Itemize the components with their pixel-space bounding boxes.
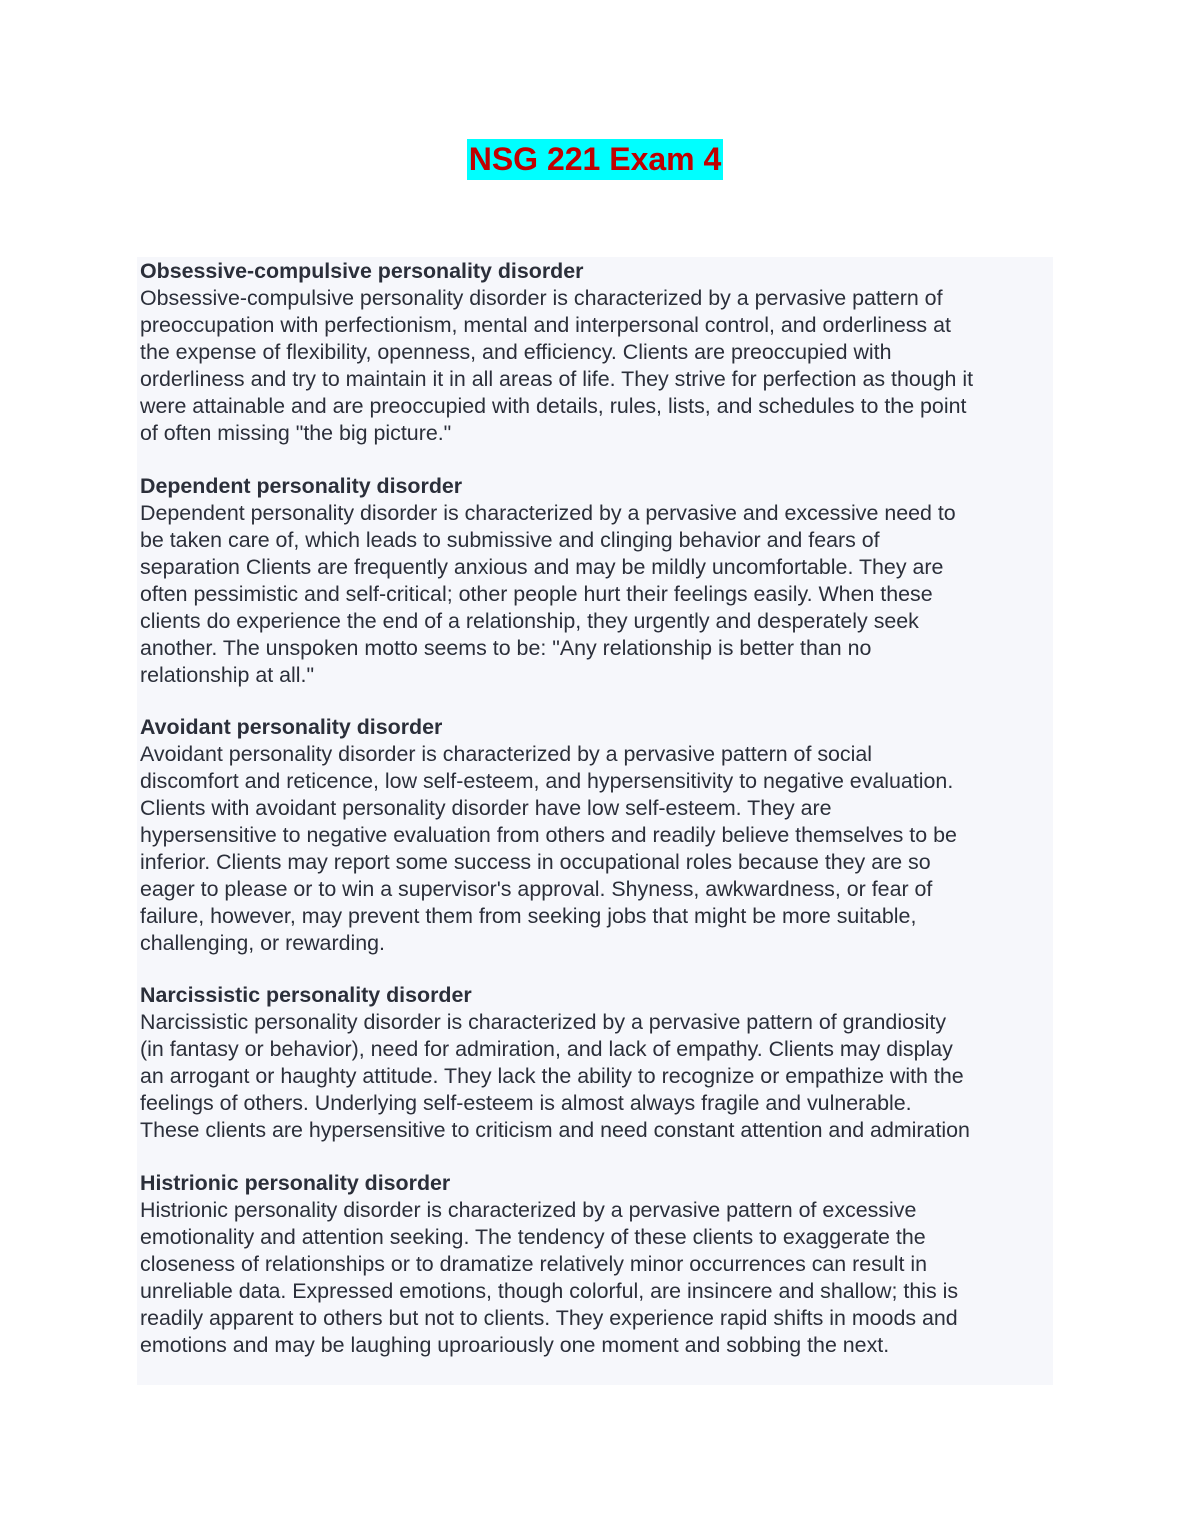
content-panel: [137, 257, 1053, 1385]
body-line: of often missing "the big picture.": [140, 421, 452, 445]
body-line: unreliable data. Expressed emotions, though colorful, are insincere and shallow; this is: [140, 1279, 959, 1303]
body-line: Histrionic personality disorder is characterized by a pervasive pattern of excessive: [140, 1198, 917, 1222]
section-heading: Narcissistic personality disorder: [140, 983, 472, 1007]
body-line: These clients are hypersensitive to criticism and need constant attention and admiration: [140, 1118, 970, 1142]
section-avoidant: [140, 714, 957, 957]
body-line: Dependent personality disorder is characterized by a pervasive and excessive need to: [140, 501, 956, 525]
body-line: often pessimistic and self-critical; other people hurt their feelings easily. When these: [140, 582, 933, 606]
body-line: emotions and may be laughing uproariously one moment and sobbing the next.: [140, 1333, 890, 1357]
section-obsessive-compulsive: [140, 258, 973, 447]
body-line: relationship at all.": [140, 663, 315, 687]
body-line: preoccupation with perfectionism, mental and interpersonal control, and orderliness at: [140, 313, 951, 337]
body-line: (in fantasy or behavior), need for admiration, and lack of empathy. Clients may display: [140, 1037, 953, 1061]
body-line: clients do experience the end of a relationship, they urgently and desperately seek: [140, 609, 919, 633]
section-histrionic: [140, 1170, 958, 1359]
body-line: another. The unspoken motto seems to be: "Any relationship is better than no: [140, 636, 872, 660]
body-line: were attainable and are preoccupied with details, rules, lists, and schedules to the point: [140, 394, 967, 418]
body-line: emotionality and attention seeking. The tendency of these clients to exaggerate the: [140, 1225, 926, 1249]
body-line: Avoidant personality disorder is characterized by a pervasive pattern of social: [140, 742, 873, 766]
section-heading: Dependent personality disorder: [140, 474, 463, 498]
section-heading: Histrionic personality disorder: [140, 1171, 451, 1195]
body-line: failure, however, may prevent them from seeking jobs that might be more suitable,: [140, 904, 917, 928]
body-line: be taken care of, which leads to submissive and clinging behavior and fears of: [140, 528, 880, 552]
body-line: Obsessive-compulsive personality disorder is characterized by a pervasive pattern of: [140, 286, 943, 310]
body-line: an arrogant or haughty attitude. They lack the ability to recognize or empathize with the: [140, 1064, 964, 1088]
body-line: separation Clients are frequently anxious and may be mildly uncomfortable. They are: [140, 555, 944, 579]
body-line: feelings of others. Underlying self-esteem is almost always fragile and vulnerable.: [140, 1091, 912, 1115]
body-line: discomfort and reticence, low self-esteem, and hypersensitivity to negative evaluation.: [140, 769, 954, 793]
body-line: readily apparent to others but not to clients. They experience rapid shifts in moods and: [140, 1306, 958, 1330]
body-line: hypersensitive to negative evaluation from others and readily believe themselves to be: [140, 823, 957, 847]
body-line: the expense of flexibility, openness, and efficiency. Clients are preoccupied with: [140, 340, 892, 364]
section-heading: Obsessive-compulsive personality disorder: [140, 259, 584, 283]
body-line: Narcissistic personality disorder is characterized by a pervasive pattern of grandiosity: [140, 1010, 947, 1034]
section-narcissistic: [140, 982, 970, 1144]
body-line: inferior. Clients may report some success in occupational roles because they are so: [140, 850, 931, 874]
section-heading: Avoidant personality disorder: [140, 715, 443, 739]
body-line: Clients with avoidant personality disorder have low self-esteem. They are: [140, 796, 832, 820]
title-container: [0, 139, 1190, 180]
body-line: orderliness and try to maintain it in all areas of life. They strive for perfection as though it: [140, 367, 974, 391]
body-line: closeness of relationships or to dramatize relatively minor occurrences can result in: [140, 1252, 928, 1276]
document-title: NSG 221 Exam 4: [467, 139, 724, 180]
section-dependent: [140, 473, 956, 689]
body-line: eager to please or to win a supervisor's approval. Shyness, awkwardness, or fear of: [140, 877, 933, 901]
body-line: challenging, or rewarding.: [140, 931, 385, 955]
